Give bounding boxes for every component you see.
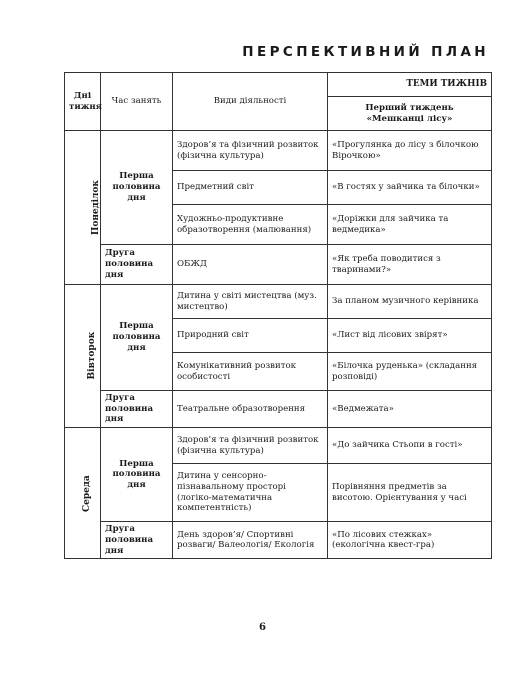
theme-cell: «До зайчика Стьопи в гості»: [328, 428, 492, 464]
header-days: Дні тижня: [65, 73, 101, 131]
page-number: 6: [259, 622, 266, 633]
second-half-cell: Друга половина дня: [101, 522, 173, 559]
day-cell: [65, 131, 101, 285]
theme-cell: «Лист від лісових звірят»: [328, 319, 492, 353]
activity-cell: Дитина у світі мистецтва (муз. мистецтво): [173, 285, 328, 319]
first-half-cell: Перша половина дня: [101, 428, 173, 522]
day-cell: [65, 428, 101, 559]
header-activity: Види діяльності: [173, 73, 328, 131]
activity-cell: Природний світ: [173, 319, 328, 353]
first-half-cell: Перша половина дня: [101, 131, 173, 245]
activity-cell: ОБЖД: [173, 245, 328, 285]
day-name: Вівторок: [87, 332, 98, 380]
header-themes: ТЕМИ ТИЖНІВ: [328, 73, 492, 97]
day-cell: [65, 285, 101, 428]
activity-cell: Комунікативний розвиток особистості: [173, 353, 328, 391]
theme-cell: «В гостях у зайчика та білочки»: [328, 171, 492, 205]
header-week: [328, 97, 492, 131]
second-half-cell: Друга половина дня: [101, 245, 173, 285]
theme-cell: «Прогулянка до лісу з білочкою Вірочкою»: [328, 131, 492, 171]
day-name: Середа: [81, 474, 92, 512]
activity-cell: Театральне образотворення: [173, 391, 328, 428]
theme-cell: «Як треба поводитися з тваринами?»: [328, 245, 492, 285]
day-name: Понеділок: [90, 179, 101, 236]
activity-cell: Художньо-продуктивне образотворення (малювання): [173, 205, 328, 245]
first-half-cell: Перша половина дня: [101, 285, 173, 391]
week-title: Перший тиждень: [365, 102, 454, 113]
week-theme: «Мешканці лісу»: [366, 113, 453, 124]
header-time: Час занять: [101, 73, 173, 131]
page-title: ПЕРСПЕКТИВНИЙ ПЛАН: [242, 44, 489, 60]
theme-cell: «По лісових стежках» (екологічна квест-гра): [328, 522, 492, 559]
second-half-cell: Друга половина дня: [101, 391, 173, 428]
theme-cell: «Ведмежата»: [328, 391, 492, 428]
activity-cell: Предметний світ: [173, 171, 328, 205]
theme-cell: Порівняння предметів за висотою. Орієнтування у часі: [328, 464, 492, 522]
activity-cell: Дитина у сенсорно-пізнавальному просторі (логіко-математична компетентність): [173, 464, 328, 522]
theme-cell: За планом музичного керівника: [328, 285, 492, 319]
theme-cell: «Білочка руденька» (складання розповіді): [328, 353, 492, 391]
activity-cell: День здоров’я/ Спортивні розваги/ Валеологія/ Екологія: [173, 522, 328, 559]
theme-cell: «Доріжки для зайчика та ведмедика»: [328, 205, 492, 245]
activity-cell: Здоров’я та фізичний розвиток (фізична культура): [173, 428, 328, 464]
activity-cell: Здоров’я та фізичний розвиток (фізична культура): [173, 131, 328, 171]
plan-table: [64, 72, 492, 559]
